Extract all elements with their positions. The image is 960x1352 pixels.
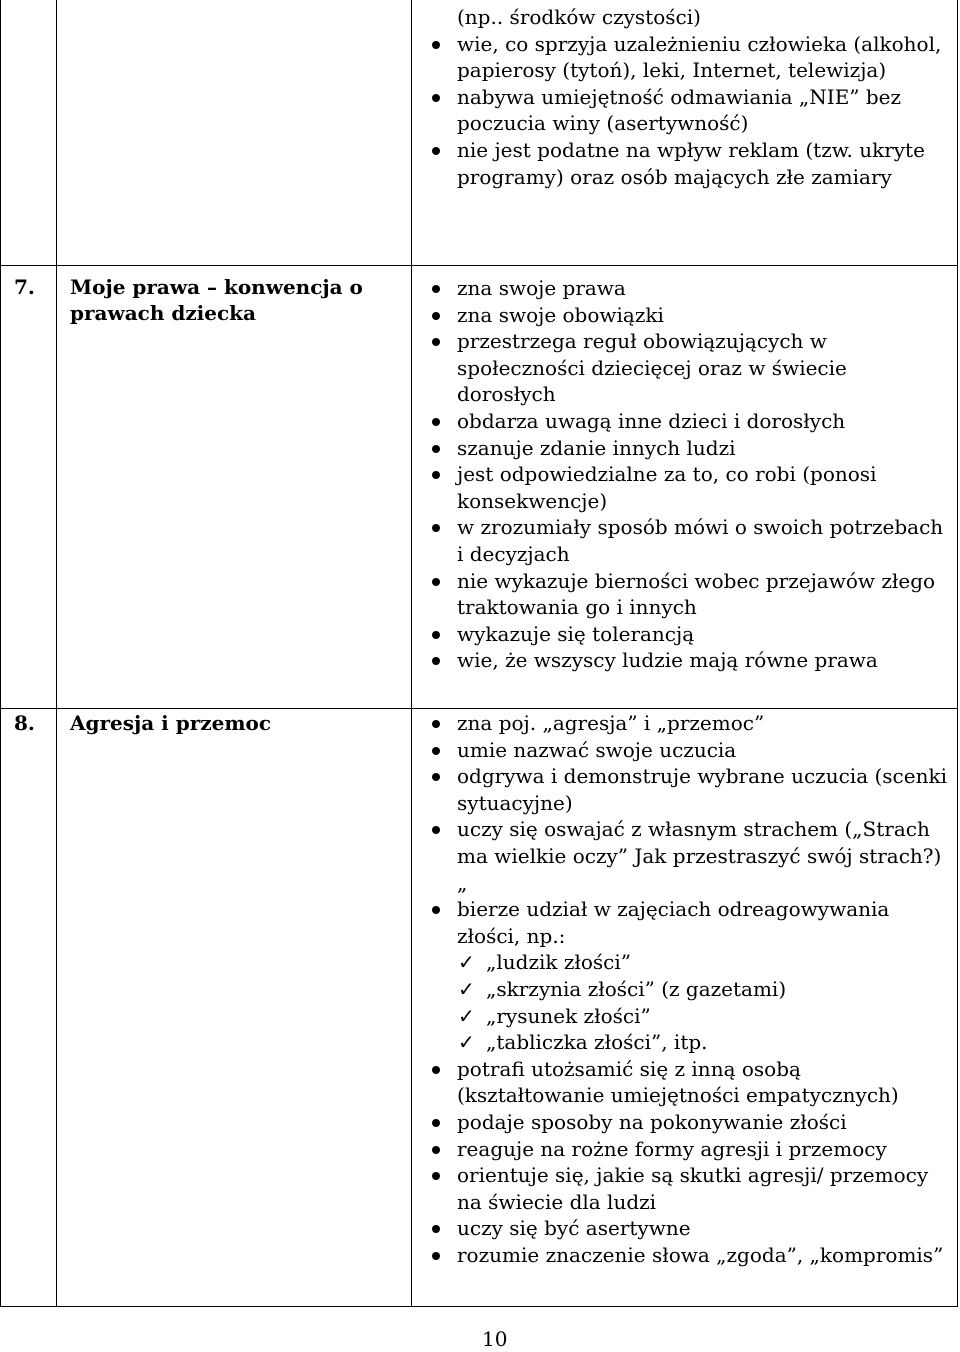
- list-item-text: nabywa umiejętność odmawiania „NIE” bez poczucia winy (asertywność): [457, 84, 902, 136]
- list-item-text: rozumie znaczenie słowa „zgoda”, „kompromis”: [457, 1242, 944, 1267]
- table-border-left: [0, 0, 1, 1306]
- list-item-text: (np.. środków czystości): [457, 5, 701, 29]
- list-item: [428, 461, 948, 514]
- list-item-text: szanuje zdanie innych ludzi: [457, 435, 736, 460]
- round-bullet-icon: [432, 826, 440, 834]
- checkmark-icon: ✓: [458, 1030, 475, 1055]
- row7-list: [428, 275, 948, 674]
- list-item: [428, 1056, 948, 1109]
- list-item: [428, 896, 948, 949]
- list-item: [428, 568, 948, 621]
- list-item: [428, 621, 948, 648]
- row8-list: [428, 710, 948, 1268]
- table-divider-content: [411, 0, 412, 1306]
- list-item-text: „rysunek złości”: [486, 1003, 651, 1028]
- list-item: [428, 763, 948, 816]
- list-item: [428, 328, 948, 408]
- list-item: [428, 710, 948, 737]
- round-bullet-icon: [432, 94, 440, 102]
- list-item-text: „skrzynia złości” (z gazetami): [486, 976, 787, 1001]
- list-item: [428, 1215, 948, 1242]
- list-item-text: nie jest podatne na wpływ reklam (tzw. ukryte programy) oraz osób mających złe zamiary: [457, 137, 925, 189]
- list-item-text: zna poj. „agresja” i „przemoc”: [457, 711, 765, 735]
- row-separator-8: [0, 708, 958, 709]
- list-item-text: zna swoje prawa: [457, 276, 626, 300]
- table-border-right: [957, 0, 958, 1306]
- list-item: [428, 1136, 948, 1163]
- checklist-item: [428, 1003, 948, 1030]
- list-item: [428, 1109, 948, 1136]
- list-item-text: uczy się oswajać z własnym strachem („Strach ma wielkie oczy” Jak przestraszyć swój strach?)„: [457, 817, 942, 895]
- list-item: [428, 435, 948, 462]
- round-bullet-icon: [432, 471, 440, 479]
- list-item-text: „ludzik złości”: [486, 950, 631, 975]
- round-bullet-icon: [432, 773, 440, 781]
- round-bullet-icon: [432, 906, 440, 914]
- round-bullet-icon: [432, 1252, 440, 1260]
- list-item: [428, 647, 948, 674]
- round-bullet-icon: [432, 631, 440, 639]
- list-item-text: zna swoje obowiązki: [457, 302, 664, 327]
- list-item-text: „tabliczka złości”, itp.: [486, 1030, 708, 1055]
- round-bullet-icon: [432, 1066, 440, 1074]
- continuation-text: [428, 4, 948, 31]
- round-bullet-icon: [432, 1172, 440, 1180]
- list-item-text: obdarza uwagą inne dzieci i dorosłych: [457, 408, 846, 433]
- list-item-text: bierze udział w zajęciach odreagowywania złości, np.:: [457, 897, 890, 948]
- list-item: [428, 514, 948, 567]
- list-item: [428, 302, 948, 329]
- list-item-text: wykazuje się tolerancją: [457, 621, 695, 646]
- round-bullet-icon: [432, 1146, 440, 1154]
- list-item-text: nie wykazuje bierności wobec przejawów złego traktowania go i innych: [457, 568, 936, 620]
- round-bullet-icon: [432, 41, 440, 49]
- round-bullet-icon: [432, 285, 440, 293]
- list-item: [428, 408, 948, 435]
- list-item-text: odgrywa i demonstruje wybrane uczucia (scenki sytuacyjne): [457, 764, 947, 815]
- list-item: [428, 1162, 948, 1215]
- row-title-8: Agresja i przemoc: [70, 711, 272, 735]
- list-item-text: podaje sposoby na pokonywanie złości: [457, 1109, 847, 1134]
- round-bullet-icon: [432, 418, 440, 426]
- list-item-text: reaguje na rożne formy agresji i przemocy: [457, 1136, 887, 1161]
- row-number-7: 7.: [14, 275, 35, 299]
- checkmark-icon: ✓: [458, 976, 475, 1001]
- list-item: [428, 1242, 948, 1269]
- round-bullet-icon: [432, 338, 440, 346]
- list-item-text: wie, co sprzyja uzależnieniu człowieka (alkohol, papierosy (tytoń), leki, Internet, telewizja): [457, 31, 942, 83]
- row-separator-7: [0, 265, 958, 266]
- checklist-item: [428, 1029, 948, 1056]
- table-divider-number: [56, 0, 57, 1306]
- list-item: [428, 31, 948, 84]
- page-number: 10: [482, 1327, 508, 1351]
- checkmark-icon: ✓: [458, 950, 475, 975]
- list-item-text: potrafi utożsamić się z inną osobą (kształtowanie umiejętności empatycznych): [457, 1056, 899, 1108]
- row-title-7: Moje prawa – konwencja o prawach dziecka: [70, 275, 363, 325]
- round-bullet-icon: [432, 312, 440, 320]
- checkmark-icon: ✓: [458, 1003, 475, 1028]
- round-bullet-icon: [432, 578, 440, 586]
- round-bullet-icon: [432, 147, 440, 155]
- list-item: [428, 816, 948, 896]
- round-bullet-icon: [432, 747, 440, 755]
- round-bullet-icon: [432, 524, 440, 532]
- list-item-text: umie nazwać swoje uczucia: [457, 737, 737, 762]
- checklist-item: [428, 976, 948, 1003]
- round-bullet-icon: [432, 657, 440, 665]
- list-item-text: w zrozumiały sposób mówi o swoich potrzebach i decyzjach: [457, 515, 944, 566]
- list-item: [428, 84, 948, 137]
- list-item-text: jest odpowiedzialne za to, co robi (ponosi konsekwencje): [457, 462, 877, 513]
- round-bullet-icon: [432, 1225, 440, 1233]
- list-item: [428, 137, 948, 190]
- round-bullet-icon: [432, 720, 440, 728]
- row-number-8: 8.: [14, 711, 35, 735]
- table-border-bottom: [0, 1306, 958, 1307]
- list-item-text: wie, że wszyscy ludzie mają równe prawa: [457, 648, 878, 673]
- checklist-item: [428, 949, 948, 976]
- list-item-text: orientuje się, jakie są skutki agresji/ przemocy na świecie dla ludzi: [457, 1163, 929, 1214]
- list-item: [428, 275, 948, 302]
- list-item: [428, 737, 948, 764]
- round-bullet-icon: [432, 1119, 440, 1127]
- round-bullet-icon: [432, 445, 440, 453]
- list-item-text: przestrzega reguł obowiązujących w społeczności dziecięcej oraz w świecie dorosłych: [457, 329, 847, 407]
- list-item-text: uczy się być asertywne: [457, 1216, 691, 1241]
- continuation-list: [428, 4, 948, 190]
